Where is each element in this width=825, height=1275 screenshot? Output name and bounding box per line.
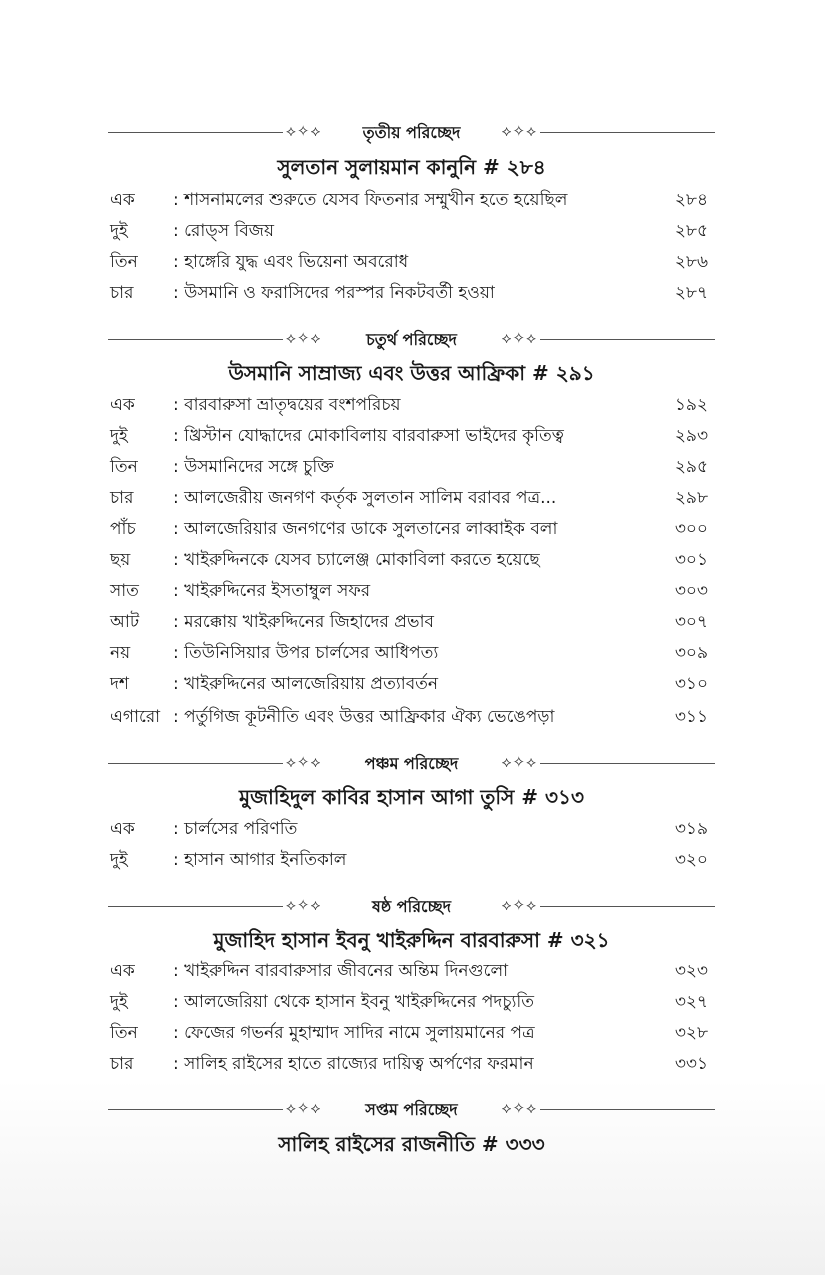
entry-page: ৩০৩ bbox=[674, 581, 708, 601]
toc-entry[interactable] bbox=[108, 483, 708, 513]
entry-number: এক bbox=[110, 395, 135, 415]
entry-title: : মরক্কোয় খাইরুদ্দিনের জিহাদের প্রভাব bbox=[173, 612, 434, 632]
divider-line bbox=[540, 339, 715, 340]
toc-entry[interactable] bbox=[108, 545, 708, 575]
entry-title: : খাইরুদ্দিনকে যেসব চ্যালেঞ্জ মোকাবিলা করতে হয়েছে bbox=[173, 550, 540, 570]
ornament-icon: ⟡✧⟡ bbox=[501, 896, 537, 914]
divider-line bbox=[540, 132, 715, 133]
entry-page: ৩০০ bbox=[674, 519, 708, 539]
entry-number: আট bbox=[110, 612, 140, 632]
toc-entry[interactable] bbox=[108, 956, 708, 986]
section-heading: উসমানি সাম্রাজ্য এবং উত্তর আফ্রিকা # ২৯১ bbox=[228, 361, 595, 385]
entry-page: ২৯৫ bbox=[674, 457, 708, 477]
chapter-label: তৃতীয় পরিচ্ছেদ bbox=[362, 123, 461, 142]
entry-title: : রোড্‌স বিজয় bbox=[173, 221, 275, 241]
entry-title: : আলজেরিয়ার জনগণের ডাকে সুলতানের লাব্বাইক বলা bbox=[173, 519, 558, 539]
toc-entry[interactable] bbox=[108, 576, 708, 606]
entry-title: : খাইরুদ্দিনের আলজেরিয়ায় প্রত্যাবর্তন bbox=[173, 674, 439, 694]
entry-page: ৩২৭ bbox=[674, 992, 708, 1012]
entry-page: ৩১০ bbox=[674, 674, 708, 694]
entry-number: ছয় bbox=[110, 550, 131, 570]
section-heading: মুজাহিদ হাসান ইবনু খাইরুদ্দিন বারবারুসা # ৩২১ bbox=[213, 928, 610, 952]
entry-title: : ফেজের গভর্নর মুহাম্মাদ সাদির নামে সুলায়মানের পত্র bbox=[173, 1023, 535, 1043]
entry-title: : খ্রিস্টান যোদ্ধাদের মোকাবিলায় বারবারুসা ভাইদের কৃতিত্ব bbox=[173, 426, 564, 446]
toc-entry[interactable] bbox=[108, 247, 708, 277]
entry-title: : সালিহ রাইসের হাতে রাজ্যের দায়িত্ব অর্পণের ফরমান bbox=[173, 1054, 534, 1074]
ornament-icon: ⟡✧⟡ bbox=[501, 1099, 537, 1117]
entry-title: : খাইরুদ্দিনের ইসতাম্বুল সফর bbox=[173, 581, 371, 601]
ornament-icon: ⟡✧⟡ bbox=[286, 753, 322, 771]
entry-number: তিন bbox=[110, 457, 138, 477]
chapter-divider bbox=[108, 1098, 715, 1122]
entry-title: : তিউনিসিয়ার উপর চার্লসের আধিপত্য bbox=[173, 643, 439, 663]
toc-entry[interactable] bbox=[108, 702, 708, 732]
ornament-icon: ⟡✧⟡ bbox=[501, 329, 537, 347]
entry-page: ৩০১ bbox=[674, 550, 708, 570]
divider-line bbox=[540, 763, 715, 764]
entry-page: ২৮৬ bbox=[674, 252, 708, 272]
chapter-label: ষষ্ঠ পরিচ্ছেদ bbox=[371, 897, 452, 916]
entry-page: ৩১৯ bbox=[674, 819, 708, 839]
toc-entry[interactable] bbox=[108, 814, 708, 844]
entry-page: ১৯২ bbox=[674, 395, 708, 415]
entry-title: : হাঙ্গেরি যুদ্ধ এবং ভিয়েনা অবরোধ bbox=[173, 252, 409, 272]
entry-page: ২৮৫ bbox=[674, 221, 708, 241]
entry-page: ২৮৭ bbox=[674, 283, 708, 303]
entry-number: দুই bbox=[110, 992, 128, 1012]
entry-number: তিন bbox=[110, 1023, 138, 1043]
entry-title: : পর্তুগিজ কূটনীতি এবং উত্তর আফ্রিকার ঐক্য ভেঙেপড়া bbox=[173, 707, 555, 727]
toc-entry[interactable] bbox=[108, 638, 708, 668]
entry-page: ২৯৩ bbox=[674, 426, 708, 446]
toc-entry[interactable] bbox=[108, 185, 708, 215]
divider-line bbox=[540, 906, 715, 907]
section-heading: মুজাহিদুল কাবির হাসান আগা তুসি # ৩১৩ bbox=[238, 785, 585, 809]
entry-title: : হাসান আগার ইনতিকাল bbox=[173, 850, 347, 870]
entry-number: দুই bbox=[110, 850, 128, 870]
entry-number: এক bbox=[110, 190, 135, 210]
entry-title: : আলজেরীয় জনগণ কর্তৃক সুলতান সালিম বরাবর পত্র... bbox=[173, 488, 557, 508]
entry-page: ২৮৪ bbox=[674, 190, 708, 210]
chapter-label: চতুর্থ পরিচ্ছেদ bbox=[366, 330, 457, 349]
toc-entry[interactable] bbox=[108, 607, 708, 637]
entry-number: এক bbox=[110, 819, 135, 839]
entry-number: পাঁচ bbox=[110, 519, 136, 539]
entry-page: ৩০৭ bbox=[674, 612, 708, 632]
ornament-icon: ⟡✧⟡ bbox=[286, 329, 322, 347]
entry-number: তিন bbox=[110, 252, 138, 272]
entry-page: ৩৩১ bbox=[674, 1054, 708, 1074]
entry-number: দশ bbox=[110, 674, 129, 694]
ornament-icon: ⟡✧⟡ bbox=[286, 896, 322, 914]
entry-number: এগারো bbox=[110, 707, 161, 727]
entry-page: ৩০৯ bbox=[674, 643, 708, 663]
toc-entry[interactable] bbox=[108, 669, 708, 699]
toc-entry[interactable] bbox=[108, 216, 708, 246]
entry-title: : বারবারুসা ভ্রাতৃদ্বয়ের বংশপরিচয় bbox=[173, 395, 401, 415]
entry-number: দুই bbox=[110, 426, 128, 446]
toc-entry[interactable] bbox=[108, 845, 708, 875]
ornament-icon: ⟡✧⟡ bbox=[286, 1099, 322, 1117]
ornament-icon: ⟡✧⟡ bbox=[286, 122, 322, 140]
ornament-icon: ⟡✧⟡ bbox=[501, 753, 537, 771]
toc-entry[interactable] bbox=[108, 390, 708, 420]
entry-page: ৩২৮ bbox=[674, 1023, 708, 1043]
toc-entry[interactable] bbox=[108, 421, 708, 451]
entry-title: : শাসনামলের শুরুতে যেসব ফিতনার সম্মুখীন হতে হয়েছিল bbox=[173, 190, 568, 210]
chapter-label: সপ্তম পরিচ্ছেদ bbox=[365, 1100, 458, 1119]
entry-number: এক bbox=[110, 961, 135, 981]
entry-title: : আলজেরিয়া থেকে হাসান ইবনু খাইরুদ্দিনের পদচ্যুতি bbox=[173, 992, 535, 1012]
chapter-divider bbox=[108, 895, 715, 919]
entry-page: ৩২০ bbox=[674, 850, 708, 870]
entry-number: চার bbox=[110, 283, 134, 303]
toc-entry[interactable] bbox=[108, 452, 708, 482]
entry-number: চার bbox=[110, 1054, 134, 1074]
entry-title: : চার্লসের পরিণতি bbox=[173, 819, 298, 839]
divider-line bbox=[540, 1109, 715, 1110]
toc-entry[interactable] bbox=[108, 1018, 708, 1048]
section-heading: সুলতান সুলায়মান কানুনি # ২৮৪ bbox=[277, 155, 546, 179]
section-heading: সালিহ রাইসের রাজনীতি # ৩৩৩ bbox=[278, 1132, 545, 1156]
chapter-divider bbox=[108, 752, 715, 776]
entry-title: : উসমানিদের সঙ্গে চুক্তি bbox=[173, 457, 334, 477]
toc-entry[interactable] bbox=[108, 1049, 708, 1079]
entry-number: সাত bbox=[110, 581, 139, 601]
entry-title: : উসমানি ও ফরাসিদের পরস্পর নিকটবর্তী হওয়া bbox=[173, 283, 495, 303]
entry-page: ৩২৩ bbox=[674, 961, 708, 981]
entry-number: দুই bbox=[110, 221, 128, 241]
ornament-icon: ⟡✧⟡ bbox=[501, 122, 537, 140]
chapter-divider bbox=[108, 121, 715, 145]
toc-entry[interactable] bbox=[108, 987, 708, 1017]
toc-entry[interactable] bbox=[108, 514, 708, 544]
entry-page: ২৯৮ bbox=[674, 488, 708, 508]
entry-title: : খাইরুদ্দিন বারবারুসার জীবনের অন্তিম দিনগুলো bbox=[173, 961, 509, 981]
chapter-divider bbox=[108, 328, 715, 352]
toc-entry[interactable] bbox=[108, 278, 708, 308]
chapter-label: পঞ্চম পরিচ্ছেদ bbox=[364, 754, 459, 773]
entry-number: চার bbox=[110, 488, 134, 508]
entry-number: নয় bbox=[110, 643, 131, 663]
entry-page: ৩১১ bbox=[674, 707, 708, 727]
